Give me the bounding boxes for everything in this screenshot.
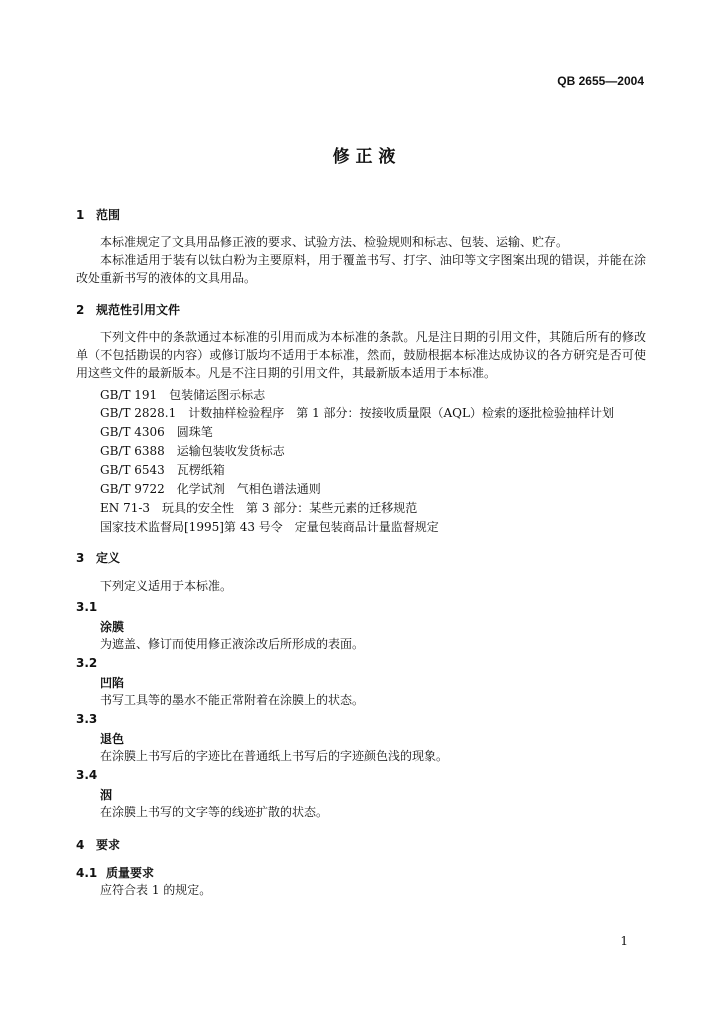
reference-item: GB/T 6388 运输包装收发货标志	[100, 444, 285, 458]
subsection-number: 4.1	[76, 866, 98, 880]
section-title: 范围	[96, 208, 121, 222]
definition-number: 3.4	[76, 768, 98, 782]
section-title: 规范性引用文件	[96, 303, 181, 317]
section-3-heading	[76, 549, 120, 566]
section-1-para-1: 本标准规定了文具用品修正液的要求、试验方法、检验规则和标志、包装、运输、贮存。	[100, 235, 569, 249]
reference-item: GB/T 6543 瓦楞纸箱	[100, 463, 225, 477]
section-2-para-1: 下列文件中的条款通过本标准的引用而成为本标准的条款。凡是注日期的引用文件，其随后所有的修改单（不包括勘误的内容）或修订版均不适用于本标准，然而，鼓励根据本标准达成协议的各方研究是否可使用这些文件的最新版本。凡是不注日期的引用文件，其最新版本适用于本标准。	[76, 330, 646, 380]
section-4-heading	[76, 836, 120, 853]
definition-text: 为遮盖、修订而使用修正液涂改后所形成的表面。	[100, 637, 365, 651]
subsection-4-1-heading	[76, 864, 154, 881]
definition-number: 3.1	[76, 600, 98, 614]
reference-item: GB/T 4306 圆珠笔	[100, 425, 213, 439]
definition-text: 在涂膜上书写的文字等的线迹扩散的状态。	[100, 805, 329, 819]
definition-text: 在涂膜上书写后的字迹比在普通纸上书写后的字迹颜色浅的现象。	[100, 749, 449, 763]
section-1-heading	[76, 206, 120, 223]
definition-term: 退色	[100, 732, 125, 746]
definition-number: 3.2	[76, 656, 98, 670]
section-title: 定义	[96, 551, 121, 565]
document-title: 修 正 液	[332, 147, 396, 167]
section-3-intro: 下列定义适用于本标准。	[100, 579, 233, 593]
reference-item: 国家技术监督局[1995]第 43 号令 定量包装商品计量监督规定	[100, 520, 439, 534]
reference-item: GB/T 191 包装储运图示标志	[100, 388, 266, 402]
definition-term: 洇	[100, 788, 113, 802]
reference-item: GB/T 2828.1 计数抽样检验程序 第 1 部分：按接收质量限（AQL）检索的逐批检验抽样计划	[100, 406, 614, 420]
section-number: 3	[76, 551, 85, 565]
definition-term: 凹陷	[100, 676, 125, 690]
reference-item: EN 71-3 玩具的安全性 第 3 部分：某些元素的迁移规范	[100, 501, 418, 515]
page-number: 1	[620, 934, 628, 948]
section-2-heading	[76, 301, 180, 318]
section-title: 要求	[96, 838, 121, 852]
definition-term: 涂膜	[100, 620, 125, 634]
section-number: 4	[76, 838, 85, 852]
definition-number: 3.3	[76, 712, 98, 726]
reference-item: GB/T 9722 化学试剂 气相色谱法通则	[100, 482, 321, 496]
section-1-para-2: 本标准适用于装有以钛白粉为主要原料，用于覆盖书写、打字、油印等文字图案出现的错误，并能在涂改处重新书写的液体的文具用品。	[76, 253, 646, 285]
definition-text: 书写工具等的墨水不能正常附着在涂膜上的状态。	[100, 693, 365, 707]
standard-code: QB 2655—2004	[557, 74, 644, 88]
subsection-4-1-text: 应符合表 1 的规定。	[100, 883, 212, 897]
section-number: 2	[76, 303, 85, 317]
subsection-title: 质量要求	[106, 866, 155, 880]
section-number: 1	[76, 208, 85, 222]
